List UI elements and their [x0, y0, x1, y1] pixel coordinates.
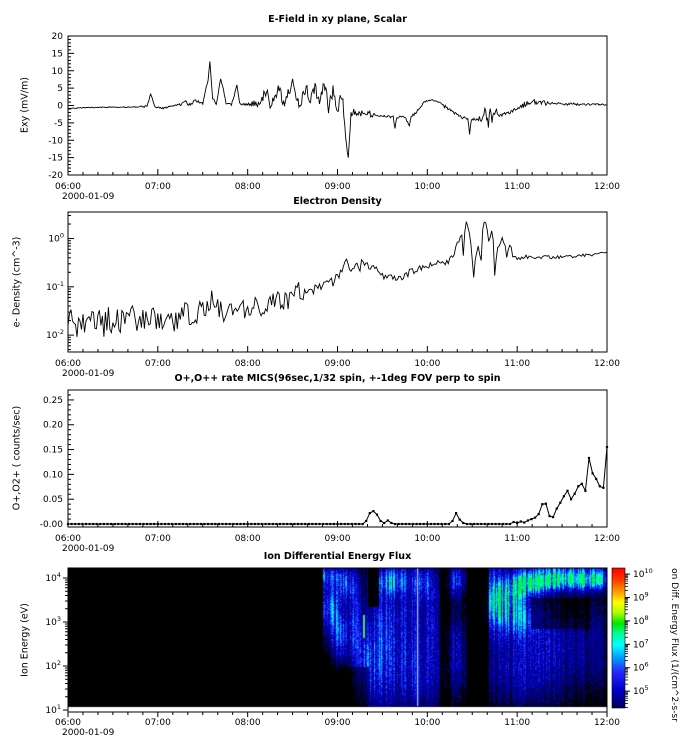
svg-text:104: $10^4$ — [45, 570, 61, 584]
panel4-ylabel: Ion Energy (eV) — [19, 603, 31, 677]
panel3-title: O+,O++ rate MICS(96sec,1/32 spin, +-1deg FOV perp to spin — [174, 373, 501, 384]
svg-text:11:00: 11:00 — [504, 534, 531, 544]
svg-text:06:00: 06:00 — [55, 718, 81, 728]
svg-text:109: $10^9$ — [633, 590, 649, 604]
svg-text:10:00: 10:00 — [414, 534, 441, 544]
svg-text:06:00: 06:00 — [55, 359, 81, 369]
svg-text:08:00: 08:00 — [234, 718, 261, 728]
svg-text:11:00: 11:00 — [504, 182, 531, 192]
panel1-title: E-Field in xy plane, Scalar — [268, 14, 407, 25]
panel1-axes — [48, 32, 620, 192]
svg-text:-10: -10 — [48, 136, 63, 147]
svg-text:12:00: 12:00 — [594, 182, 620, 192]
svg-text:07:00: 07:00 — [144, 718, 171, 728]
svg-text:-0.00: -0.00 — [39, 520, 63, 531]
panel4-title: Ion Differential Energy Flux — [263, 551, 412, 562]
panel2-axes — [46, 212, 620, 369]
svg-text:100: $10^0$ — [48, 231, 64, 245]
svg-text:11:00: 11:00 — [504, 359, 531, 369]
panel1-date-label: 2000-01-09 — [62, 192, 115, 202]
svg-text:09:00: 09:00 — [324, 534, 351, 544]
svg-text:06:00: 06:00 — [55, 182, 81, 192]
svg-text:12:00: 12:00 — [594, 359, 620, 369]
svg-text:0.05: 0.05 — [42, 495, 63, 506]
svg-text:07:00: 07:00 — [144, 359, 171, 369]
svg-text:0.25: 0.25 — [42, 395, 63, 406]
svg-text:09:00: 09:00 — [324, 359, 351, 369]
svg-text:107: $10^7$ — [633, 637, 649, 651]
panel3-ylabel: O+,O2+ ( counts/sec) — [11, 405, 23, 511]
svg-text:102: $10^2$ — [45, 659, 61, 673]
svg-text:-5: -5 — [54, 118, 63, 129]
svg-text:1010: $10^{10}$ — [633, 567, 653, 581]
svg-text:0.10: 0.10 — [42, 470, 63, 481]
svg-text:07:00: 07:00 — [144, 534, 171, 544]
svg-text:10:00: 10:00 — [414, 182, 441, 192]
svg-text:106: $10^6$ — [633, 660, 649, 674]
svg-text:10-1: $10^{-1}$ — [46, 279, 64, 293]
svg-text:0.15: 0.15 — [42, 445, 63, 456]
panel3-axes — [40, 390, 621, 544]
svg-text:09:00: 09:00 — [324, 718, 351, 728]
panel4-date-label: 2000-01-09 — [62, 728, 115, 738]
svg-text:105: $10^5$ — [633, 684, 649, 698]
colorbar-axis — [612, 567, 653, 708]
svg-text:-20: -20 — [48, 171, 63, 181]
svg-text:5: 5 — [57, 84, 63, 95]
svg-text:10:00: 10:00 — [414, 718, 441, 728]
svg-text:20: 20 — [51, 32, 63, 42]
panel2-date-label: 2000-01-09 — [62, 369, 115, 379]
svg-text:15: 15 — [51, 49, 63, 60]
svg-text:12:00: 12:00 — [594, 534, 620, 544]
svg-text:06:00: 06:00 — [55, 534, 81, 544]
panel1-ylabel: Exy (mV/m) — [19, 77, 31, 133]
svg-text:07:00: 07:00 — [144, 182, 171, 192]
svg-text:09:00: 09:00 — [324, 182, 351, 192]
svg-text:101: $10^1$ — [45, 703, 61, 717]
panel3-date-label: 2000-01-09 — [62, 544, 115, 554]
svg-text:08:00: 08:00 — [234, 534, 261, 544]
svg-text:11:00: 11:00 — [504, 718, 531, 728]
svg-text:10: 10 — [51, 66, 63, 77]
svg-text:0.20: 0.20 — [42, 420, 63, 431]
svg-text:0: 0 — [57, 101, 63, 112]
svg-text:103: $10^3$ — [45, 615, 61, 628]
svg-text:08:00: 08:00 — [234, 359, 261, 369]
svg-text:-15: -15 — [48, 153, 63, 164]
svg-text:108: $10^8$ — [633, 613, 649, 627]
svg-text:10:00: 10:00 — [414, 359, 441, 369]
panel2-title: Electron Density — [293, 196, 382, 207]
panel4-axes — [45, 568, 620, 728]
panel2-ylabel: e- Density (cm^-3) — [11, 236, 23, 328]
svg-text:08:00: 08:00 — [234, 182, 261, 192]
colorbar-axis-label: on Diff. Energy Flux (1/(cm^2-s-sr — [669, 568, 679, 722]
svg-text:12:00: 12:00 — [594, 718, 620, 728]
svg-text:10-2: $10^{-2}$ — [46, 328, 64, 342]
